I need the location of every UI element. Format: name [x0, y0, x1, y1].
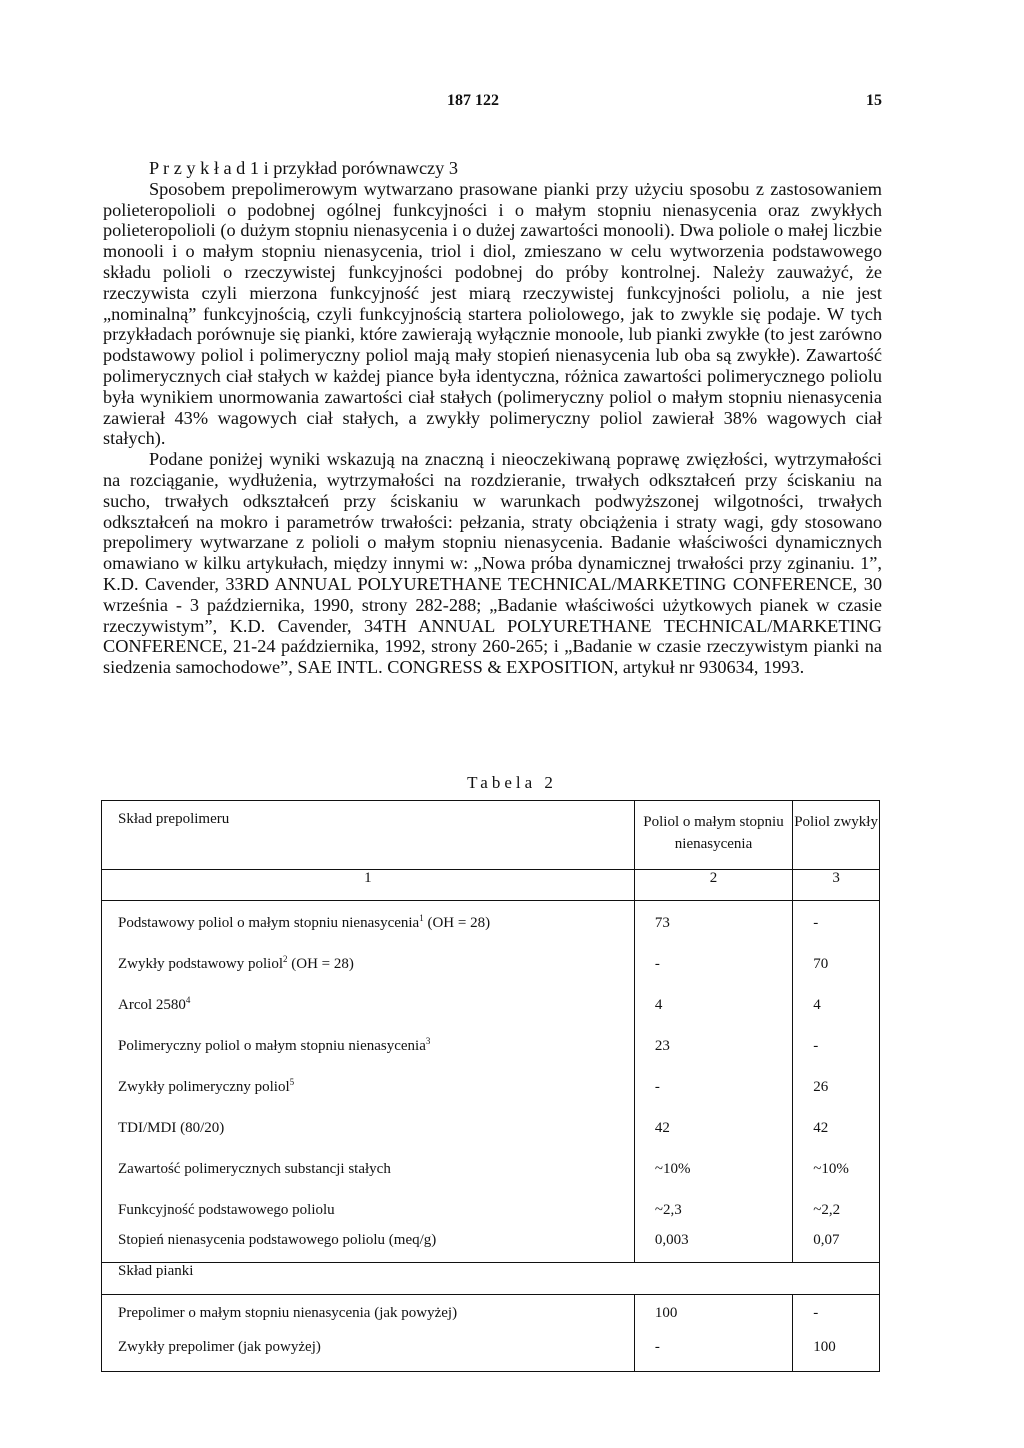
table-cell: -: [654, 1339, 660, 1355]
table-row-label: TDI/MDI (80/20): [118, 1120, 225, 1136]
table-body-section-1: [102, 901, 880, 1263]
table-cell: 70: [813, 956, 829, 972]
table-caption: Tabela 2: [467, 773, 557, 792]
table-cell: -: [813, 1038, 819, 1054]
table-body-section-2: [102, 1295, 880, 1372]
header-cell-conventional: Poliol zwykły: [793, 801, 880, 870]
patent-number: 187 122: [447, 92, 499, 109]
table-row-label: Zwykły prepolimer (jak powyżej): [118, 1339, 321, 1355]
table-cell: 4: [813, 997, 821, 1013]
table-cell: ~2,2: [813, 1202, 841, 1218]
row-labels-column: [102, 901, 635, 1263]
table-row-label: Prepolimer o małym stopniu nienasycenia (jak powyżej): [118, 1305, 458, 1321]
example-heading: P r z y k ł a d: [149, 158, 246, 178]
page-number: 15: [866, 92, 882, 109]
section-title-foam: Skład pianki: [102, 1263, 880, 1295]
table-cell: 0,07: [813, 1232, 840, 1248]
paragraph-1: Sposobem prepolimerowym wytwarzano prasowane pianki przy użyciu sposobu z zastosowaniem polieteropolioli o podobnej ogólnej funkcyjności i o małym stopniu nienasycenia oraz zwykłych polieteropolioli (o dużym stopniu nienasycenia i o dużej zawartości monooli). Dwa poliole o małej liczbie monooli i o małym stopniu nienasycenia, triol i diol, zmieszano w celu wytworzenia podstawowego składu polioli o rzeczywistej funkcyjności podobnej do próby kontrolnej. Należy zauważyć, że rzeczywista czyli mierzona funkcyjność jest miarą rzeczywistej funkcyjności poliolu, a nie jest „nominalną” funkcyjnością, czyli funkcyjnością startera poliolowego, jak to zwykle się podaje. W tych przykładach porównuje się pianki, które zawierają wyłącznie monoole, lub pianki zwykłe (to jest zarówno podstawowy poliol i polimeryczny poliol mają mały stopień nienasycenia lub oba są zwykłe). Zawartość polimerycznych ciał stałych w każdej piance była identyczna, różnica zawartości polimerycznego poliolu była wynikiem unormowania zawartości ciał stałych (polimeryczny poliol o małym stopniu nienasycenia zawierał 43% wagowych ciał stałych, a zwykły polimeryczny poliol zawierał 38% wagowych ciał stałych).: [103, 178, 882, 449]
table-cell: 26: [813, 1079, 829, 1095]
header-cell-composition: Skład prepolimeru: [102, 801, 635, 870]
table-cell: ~10%: [813, 1161, 849, 1177]
paragraph-2: Podane poniżej wyniki wskazują na znaczną i nieoczekiwaną poprawę zwięzłości, wytrzymałości na rozciąganie, wydłużenia, wytrzymałości na rozdzieranie, trwałych odkształceń przy ściskaniu na sucho, trwałych odkształceń przy ściskaniu w warunkach podwyższonej wilgotności, trwałych odkształceń na mokro i parametrów trwałości: pełzania, straty obciążenia i straty wagi, gdy stosowano prepolimery wytwarzane z polioli o małym stopniu nienasycenia. Badanie właściwości dynamicznych omawiano w kilku artykułach, między innymi w: „Nowa próba dynamicznej trwałości przy zginaniu. 1”, K.D. Cavender, 33RD ANNUAL POLYURETHANE TECHNICAL/MARKETING CONFERENCE, 30 września - 3 października, 1990, strony 282-288; „Badanie właściwości użytkowych pianek w czasie rzeczywistym”, K.D. Cavender, 34TH ANNUAL POLYURETHANE TECHNICAL/MARKETING CONFERENCE, 21-24 października, 1992, strony 260-265; i „Badanie w czasie rzeczywistym pianki na siedzenia samochodowe”, SAE INTL. CONGRESS & EXPOSITION, artykuł nr 930634, 1993.: [103, 449, 882, 678]
table-row-label: Zawartość polimerycznych substancji stałych: [118, 1161, 391, 1177]
column-number: 2: [634, 870, 792, 901]
section-header-row: [102, 1263, 880, 1295]
conventional-values-column: [793, 1295, 880, 1372]
table-cell: -: [813, 1305, 819, 1321]
table-cell: -: [654, 1079, 660, 1095]
table-cell: 73: [654, 915, 670, 931]
table-cell: 100: [654, 1305, 678, 1321]
table-row-label: Podstawowy poliol o małym stopniu nienasycenia$^1$ (OH = 28): [118, 913, 491, 931]
table-row-label: Stopień nienasycenia podstawowego poliolu (meq/g): [118, 1232, 437, 1248]
table-row-label: Polimeryczny poliol o małym stopniu nienasycenia$^3$: [118, 1036, 431, 1054]
table-cell: 42: [654, 1120, 670, 1136]
table-cell: 0,003: [654, 1232, 689, 1248]
low-unsat-values-column: [634, 901, 792, 1263]
table-cell: 100: [813, 1339, 836, 1355]
column-number: 1: [102, 870, 635, 901]
table-row-label: Funkcyjność podstawowego poliolu: [118, 1202, 335, 1218]
body-text: [103, 158, 882, 678]
table-row-label: Arcol 2580$^4$: [118, 995, 191, 1013]
table-header-row: [102, 801, 880, 870]
table-row-label: Zwykły podstawowy poliol$^2$ (OH = 28): [118, 954, 354, 972]
table-cell: 4: [654, 997, 663, 1013]
low-unsat-values-column: [634, 1295, 792, 1372]
table-cell: -: [813, 915, 819, 931]
conventional-values-column: [793, 901, 880, 1263]
header-cell-low-unsat: Poliol o małym stopniu nienasycenia: [634, 801, 792, 870]
row-labels-column: [102, 1295, 635, 1372]
table-cell: -: [654, 956, 660, 972]
table-cell: 23: [654, 1038, 670, 1054]
column-number-row: [102, 870, 880, 901]
table-cell: ~10%: [654, 1161, 691, 1177]
table-cell: ~2,3: [654, 1202, 682, 1218]
table-2: [101, 800, 880, 1372]
column-number: 3: [793, 870, 880, 901]
table-row-label: Zwykły polimeryczny poliol$^5$: [118, 1077, 295, 1095]
example-heading-rest: 1 i przykład porównawczy 3: [245, 158, 459, 178]
table-cell: 42: [813, 1120, 829, 1136]
example-heading-line: [103, 158, 882, 179]
